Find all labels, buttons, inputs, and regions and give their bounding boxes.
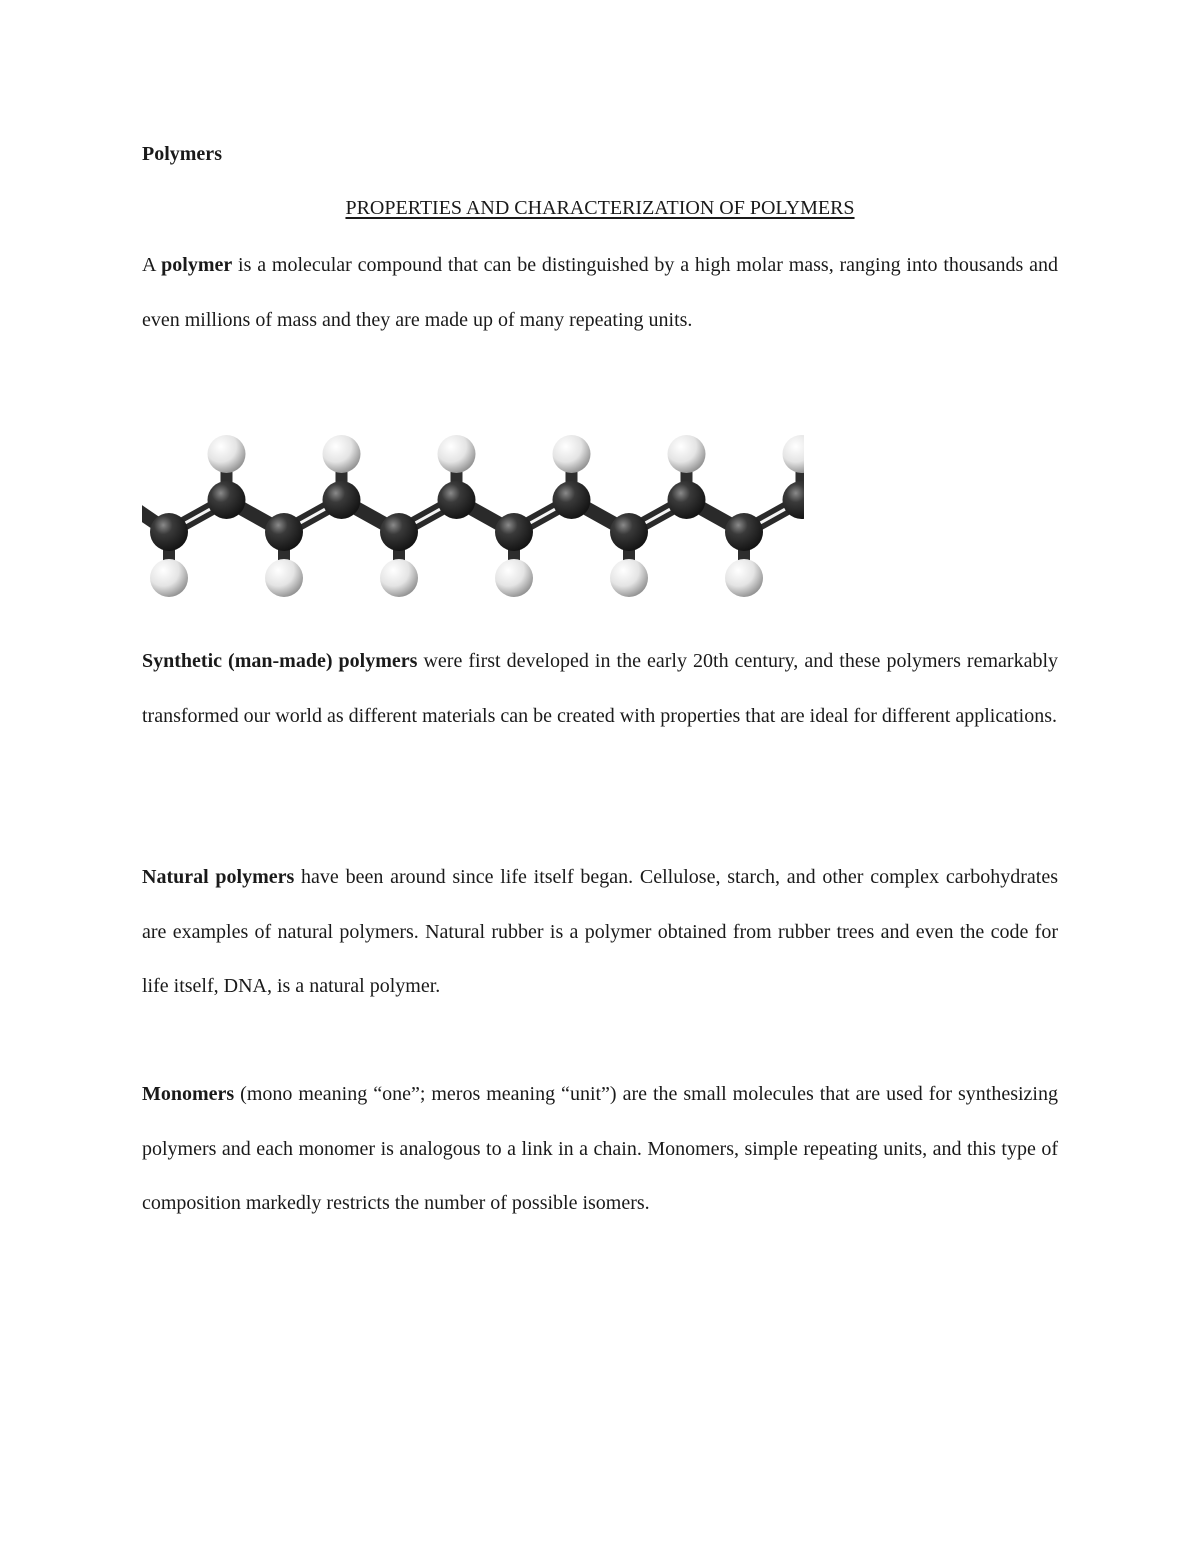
paragraph-text: (mono meaning “one”; meros meaning “unit”) are the small molecules that are used for synthesizing polymers and each monomer is analogous to a link in a chain. Monomers, simple repeating units, and this type of composition markedly restricts the number of possible isomers.: [142, 1083, 1058, 1214]
bold-term: Synthetic (man-made) polymers: [142, 650, 418, 672]
paragraph-text: were first developed in the early 20th century, and these polymers remarkably transformed our world as different materials can be created with properties that are ideal for different applications.: [142, 650, 1058, 727]
carbon-atom: [380, 513, 418, 551]
carbon-atom: [438, 481, 476, 519]
hydrogen-atom: [783, 435, 805, 473]
hydrogen-atom: [438, 435, 476, 473]
hydrogen-atom: [265, 559, 303, 597]
bold-term: Natural polymers: [142, 866, 295, 888]
polymer-chain-image: [142, 428, 804, 606]
hydrogen-atom: [610, 559, 648, 597]
paragraph-text: A: [142, 254, 162, 276]
document-title: PROPERTIES AND CHARACTERIZATION OF POLYMERS: [345, 197, 855, 219]
carbon-atom: [150, 513, 188, 551]
hydrogen-atom: [553, 435, 591, 473]
hydrogen-atom: [495, 559, 533, 597]
paragraph-text: is a molecular compound that can be distinguished by a high molar mass, ranging into thousands and even millions of mass and they are made up of many repeating units.: [142, 254, 1058, 331]
carbon-atom: [323, 481, 361, 519]
paragraph-text: have been around since life itself began. Cellulose, starch, and other complex carbohydrates are examples of natural polymers. Natural rubber is a polymer obtained from rubber trees and even the code for life itself, DNA, is a natural polymer.: [142, 866, 1058, 997]
hydrogen-atom: [668, 435, 706, 473]
hydrogen-atom: [208, 435, 246, 473]
paragraph-synthetic-polymers: [142, 634, 1058, 743]
carbon-atom: [725, 513, 763, 551]
paragraph-monomers: [142, 1067, 1058, 1231]
paragraph-polymer-definition: [142, 238, 1058, 347]
bold-term: polymer: [161, 254, 233, 276]
carbon-atom: [208, 481, 246, 519]
carbon-atom: [495, 513, 533, 551]
paragraph-natural-polymers: [142, 850, 1058, 1014]
carbon-atom: [265, 513, 303, 551]
carbon-atom: [668, 481, 706, 519]
hydrogen-atom: [323, 435, 361, 473]
hydrogen-atom: [725, 559, 763, 597]
document-label: Polymers: [142, 143, 222, 165]
bold-term: Monomers: [142, 1083, 235, 1105]
carbon-atom: [553, 481, 591, 519]
hydrogen-atom: [150, 559, 188, 597]
hydrogen-atom: [380, 559, 418, 597]
carbon-atom: [610, 513, 648, 551]
